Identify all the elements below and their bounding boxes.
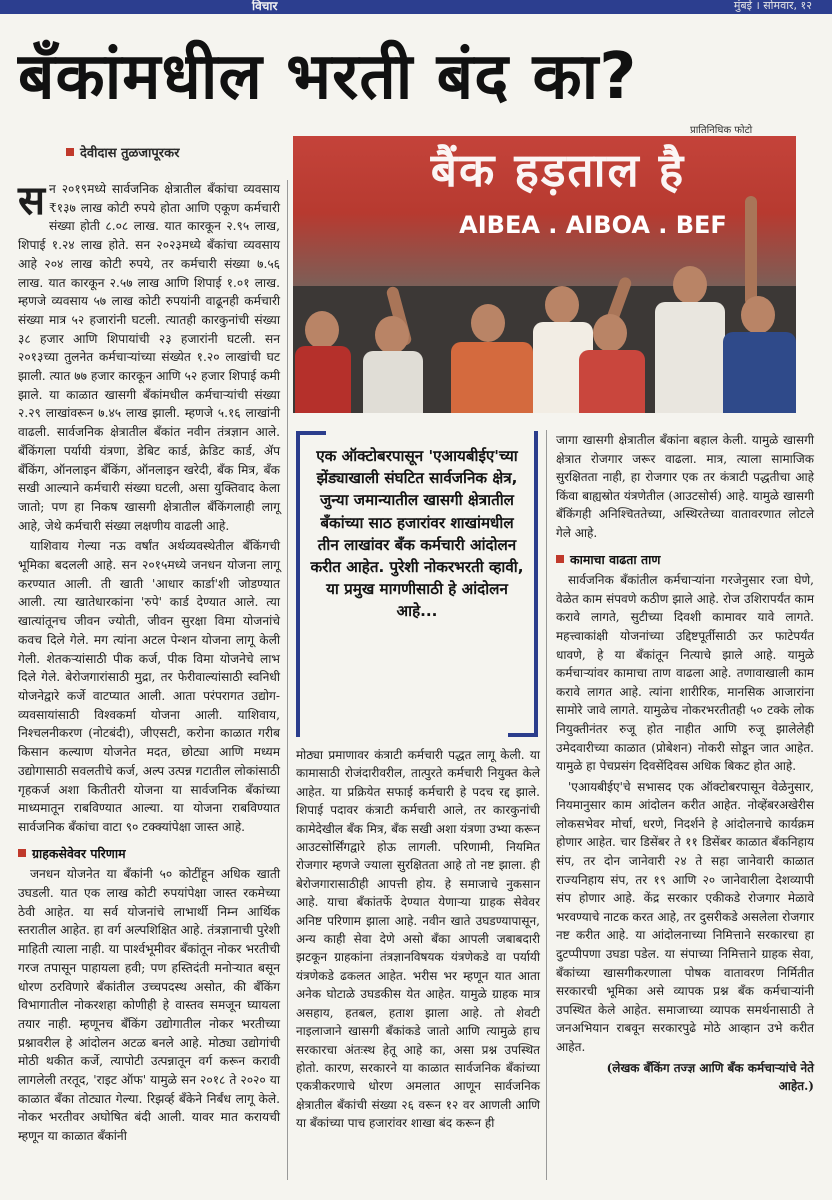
paragraph: सार्वजनिक बँकांतील कर्मचाऱ्यांना गरजेनुसार रजा घेणे, वेळेत काम संपवणे कठीण झाले आहे. रोज उशिरापर्यंत काम करावे लागते, सुटीच्या दिवशी कामावर यावे लागते. महत्त्वाकांक्षी योजनांच्या उद्दिष्टपूर्तीसाठी ऊर फाटेपर्यंत धावणे, हे या बँकांतून नित्याचे झाले आहे. यामुळे कर्मचाऱ्यांवर कामाचा ताण वाढला आहे. तणावाखाली काम करावे लागत आहे. त्यांना शारीरिक, मानसिक आजारांना सामोरे जावे लागते. यामुळेच नोकरभरतीतही ५० टक्के लोक नियुक्तीनंतर रुजू होत नाहीत आणि रुजू झालेलेही उमेदवारीच्या काळात (प्रोबेशन) नोकरी सोडून जात आहेत. यामुळे हा पेचप्रसंग दिवसेंदिवस अधिक बिकट होत आहे. bbox=[556, 573, 814, 774]
person-body-shape bbox=[723, 332, 796, 413]
person-body-shape bbox=[579, 350, 645, 413]
person-head-shape bbox=[593, 314, 627, 352]
person-body-shape bbox=[363, 351, 423, 413]
bullet-square-icon bbox=[556, 555, 564, 563]
paragraph: सन २०१९मध्ये सार्वजनिक क्षेत्रातील बँकांचा व्यवसाय ₹१३७ लाख कोटी रुपये होता आणि एकूण कर्मचारी संख्या होती ८.०८ लाख. यात कारकून २.९५ लाख, शिपाई १.२४ लाख होते. सन २०२३मध्ये बँकांचा व्यवसाय आहे २०४ लाख कोटी रुपये, तर कर्मचारी संख्या ७.५६ लाख. यात कारकून २.५७ लाख आणि शिपाई १.०१ लाख. म्हणजे व्यवसाय ५७ लाख कोटी रुपयांनी वाढूनही कर्मचारी संख्या मात्र ५२ हजारांनी घटली. त्यातही कारकुनांची संख्या ३८ हजार आणि शिपायांची २३ हजारांनी घटली. सन २०१३च्या तुलनेत कर्मचाऱ्यांच्या संख्येत १.२० लाखांची घट झाली. त्यात ७७ हजार कारकून आणि ५२ हजार शिपाई कमी झाले. या काळात खासगी बँकांमधील कर्मचाऱ्यांची संख्या २.२९ लाखांवरून ७.४५ लाख झाली. म्हणजे ५.१६ लाखांनी वाढली. सार्वजनिक क्षेत्रातील बँकांत नवीन तंत्रज्ञान आले. बँकिंगला पर्यायी यंत्रणा, डेबिट कार्ड, क्रेडिट कार्ड, ॲप बँकिंग, ऑनलाइन बँकिंग, ऑनलाइन खरेदी, बँक मित्र, बँक सखी आल्याने कर्मचारी संख्या घटली, असा युक्तिवाद केला जातो; पण हा निकष खासगी क्षेत्रातील बँकिंगलाही लागू आहे, जेथे कर्मचारी संख्या लक्षणीय वाढली आहे. bbox=[18, 178, 280, 533]
photo-banner-text: बैंक हड़ताल है bbox=[430, 143, 686, 197]
subheading: ग्राहकसेवेवर परिणाम bbox=[18, 845, 280, 864]
photo-caption: प्रातिनिधिक फोटो bbox=[690, 125, 753, 136]
pull-quote-text: एक ऑक्टोबरपासून 'एआयबीईए'च्या झेंड्याखाली संघटित सार्वजनिक क्षेत्र, जुन्या जमान्यातील खासगी क्षेत्रातील बँकांच्या साठ हजारांवर शाखांमधील तीन लाखांवर बँक कर्मचारी आंदोलन करीत आहेत. पुरेशी नोकरभरती व्हावी, या प्रमुख मागणीसाठी हे आंदोलन आहे... bbox=[310, 447, 524, 621]
column-divider bbox=[546, 430, 547, 1180]
paragraph: जनधन योजनेत या बँकांनी ५० कोटींहून अधिक खाती उघडली. यात एक लाख कोटी रुपयांपेक्षा जास्त रकमेच्या ठेवी आहेत. या सर्व योजनांचे लाभार्थी निम्न आर्थिक स्तरातील आहेत. हा वर्ग अल्पशिक्षित आहे. तंत्रज्ञानाची पुरेशी माहिती त्याला नाही. या पार्श्वभूमीवर बँकांतून नोकर भरतीची गरज तपासून पाहायला हवी; पण हस्तिदंती मनोऱ्यात बसून धोरण ठरविणारे बँकांतील उच्चपदस्थ असोत, की बँकिंग विभागातील नोकरशहा कोणीही हे वास्तव समजून घ्यायला तयार नाही. म्हणूनच बँकिंग उद्योगातील नोकर भरतीच्या प्रश्नावरील हे आंदोलन अटळ बनले आहे. मोठ्या उद्योगांची मोठी थकीत कर्जे, त्यापोटी उत्पन्नातून वर्ग करून करावी लागलेली तरतूद, 'राइट ऑफ' यामुळे सन २०१८ ते २०२० या काळात बँका तोट्यात गेल्या. रिझर्व्ह बँकेने निर्बंध लागू केले. नोकर भरतीवर अघोषित बंदी आली. यावर मात करायची म्हणून या काळात बँकांनी bbox=[18, 867, 280, 1144]
issue-date: मुंबई । सोमवार, १२ bbox=[733, 0, 812, 12]
drop-cap: स bbox=[18, 178, 46, 224]
person-head-shape bbox=[545, 286, 579, 324]
pull-quote-corner bbox=[508, 733, 538, 737]
paragraph: याशिवाय गेल्या नऊ वर्षांत अर्थव्यवस्थेतील बँकिंगची भूमिका बदलली आहे. सन २०१५मध्ये जनधन योजना लागू करण्यात आली. ती खाती 'आधार कार्डा'शी जोडण्यात आली. त्या खातेधारकांना 'रुपे' कार्ड देण्यात आले. त्या खात्यांतूनच जीवन ज्योती, जीवन सुरक्षा विमा योजनांचे कवच दिले गेले. मग त्यांना अटल पेन्शन योजना लागू केली गेली. शेतकऱ्यांसाठी पीक कर्ज, पीक विमा योजनेचे लाभ दिले गेले. बेरोजगारांसाठी मुद्रा, तर फेरीवाल्यांसाठी स्वनिधी योजनेद्वारे कर्जे वाटप्यात आली. आता परंपरागत उद्योग-व्यवसायांसाठी विश्वकर्मा योजना आली. याशिवाय, निश्चलनीकरण (नोटबंदी), जीएसटी, करोना काळात गरीब किसान कल्याण योजनेत मदत, छोट्या आणि मध्यम उद्योगासाठी सवलतीचे कर्ज, अल्प उत्पन्न गटातील लोकांसाठी गृहकर्ज अशा कितीतरी योजना या सार्वजनिक बँकांच्या माध्यमातून राबविण्यात आल्या. या योजना राबविण्यात सार्वजनिक बँकांचा वाटा ९० टक्क्यांपेक्षा जास्त आहे. bbox=[18, 539, 280, 834]
photo-union-text: AIBEA . AIBOA . BEF bbox=[459, 211, 727, 239]
bullet-square-icon bbox=[18, 849, 26, 857]
protest-photo bbox=[293, 136, 796, 413]
paragraph: मोठ्या प्रमाणावर कंत्राटी कर्मचारी पद्धत लागू केली. या कामासाठी रोजंदारीवरील, तात्पुरते कर्मचारी नियुक्त केले आहेत. या प्रक्रियेत सफाई कर्मचारी हे पदच रद्द झाले. शिपाई पदावर कंत्राटी कर्मचारी आले, तर कारकुनांची कामेदेखील बँक मित्र, बँक सखी अशा यंत्रणा उभ्या करून आउटसोर्सिंगद्वारे होऊ लागली. परिणामी, नियमित रोजगार म्हणजे ज्याला सुरक्षितता आहे तो नष्ट झाला. ही बेरोजगारासाठीही आपत्ती होय. हे समाजाचे नुकसान आहे. याचा बँकांतर्फे देण्यात येणाऱ्या ग्राहक सेवेवर अनिष्ट परिणाम झाला आहे. नवीन खाते उघडण्यापासून, अन्य काही सेवा देणे असो बँका आपली जबाबदारी झटकून ग्राहकांना तंत्रज्ञानविषयक यंत्रणेकडे वा पर्यायी यंत्रणेकडे ढकलत आहेत. भरीस भर म्हणून यात आता अनेक घोटाळे उघडकीस येत आहेत. यामुळे ग्राहक मात्र असहाय, हतबल, हताश झाला आहे. तो शेवटी नाइलाजाने खासगी बँकांकडे जातो आणि त्यामुळे हाच सरकारचा अंतःस्थ हेतू आहे का, असा प्रश्न उपस्थित होतो. कारण, सरकारने या काळात सार्वजनिक बँकांच्या एकत्रीकरणाचे धोरण अमलात आणून सार्वजनिक क्षेत्रातील बँकांची संख्या २६ वरून १२ वर आणली आणि या बँकांच्या पाच हजारांवर शाखा बंद करून ही bbox=[296, 748, 540, 1131]
person-head-shape bbox=[471, 304, 505, 342]
person-body-shape bbox=[451, 342, 533, 413]
article-column-1 bbox=[18, 180, 280, 1148]
paragraph: जागा खासगी क्षेत्रातील बँकांना बहाल केली. यामुळे खासगी क्षेत्रात रोजगार जरूर वाढला. मात्र, त्याला सामाजिक सुरक्षितता नाही, हा रोजगार एक तर कंत्राटी पद्धतीचा आहे किंवा बाह्यस्रोत यंत्रणेतील (आउटसोर्स) आहे. यामुळे खासगी बँकिंगही अनिश्चिततेच्या, अस्थिरतेच्या वातावरणात लोटले गेले आहे. bbox=[556, 433, 814, 540]
person-head-shape bbox=[741, 296, 775, 334]
paragraph: 'एआयबीईए'चे सभासद एक ऑक्टोबरपासून वेळेनुसार, नियमानुसार काम आंदोलन करीत आहेत. नोव्हेंबरअखेरीस लोकसभेवर मोर्चा, धरणे, निदर्शने हे आंदोलनाचे कार्यक्रम होणार आहेत. चार डिसेंबर ते ११ डिसेंबर काळात बँकनिहाय संप, तर दोन जानेवारी २४ ते सहा जानेवारी काळात राज्यनिहाय संप, तर १९ आणि २० जानेवारीला देशव्यापी संप होणार आहे. केंद्र सरकार एकीकडे रोजगार मेळावे भरवण्याचे नाटक करत आहे, तर दुसरीकडे असलेला रोजगार नष्ट करीत आहे. या आंदोलनाच्या निमित्ताने सरकारचा हा दुटप्पीपणा उघडा पडेल. या संपाच्या निमित्ताने ग्राहक सेवा, बँकांच्या खासगीकरणाला पोषक वातावरण निर्मितीत सरकारची भूमिका असे व्यापक प्रश्न बँक कर्मचाऱ्यांनी उपस्थित केले आहेत. समाजाच्या व्यापक समर्थनासाठी ते जनअभियान राबवून सरकारपुढे मोठे आव्हान उभे करीत आहेत. bbox=[556, 779, 814, 1054]
bullet-square-icon bbox=[66, 148, 74, 156]
author-byline bbox=[66, 143, 179, 161]
pull-quote bbox=[296, 431, 538, 737]
person-body-shape bbox=[295, 346, 351, 413]
subheading: कामाचा वाढता ताण bbox=[556, 551, 814, 570]
pull-quote-corner bbox=[296, 431, 326, 435]
column-divider bbox=[287, 180, 288, 1180]
person-head-shape bbox=[305, 311, 339, 349]
article-column-2 bbox=[296, 746, 540, 1135]
article-headline: बँकांमधील भरती बंद का? bbox=[18, 40, 638, 114]
section-name: विचार bbox=[252, 0, 278, 13]
person-body-shape bbox=[655, 302, 725, 413]
author-name: देवीदास तुळजापूरकर bbox=[80, 146, 180, 161]
section-bar bbox=[0, 0, 832, 14]
raised-arm-shape bbox=[745, 196, 757, 306]
person-head-shape bbox=[673, 266, 707, 304]
article-column-3 bbox=[556, 431, 814, 1098]
author-note: (लेखक बँकिंग तज्ज्ञ आणि बँक कर्मचाऱ्यांचे नेते आहेत.) bbox=[606, 1060, 814, 1094]
person-head-shape bbox=[375, 316, 409, 354]
